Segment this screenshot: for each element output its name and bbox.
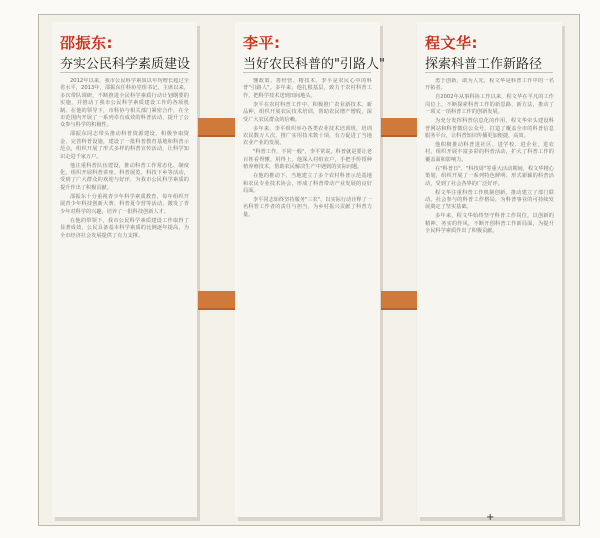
paragraph: 在"科普日"、"科技周"等重大活动期间，程文华精心策划，组织开展了一系列特色鲜明、形式新颖的科普活动，受到了社会各界的广泛好评。 — [425, 165, 554, 187]
author-name: 邵振东: — [60, 34, 113, 52]
author-name: 李平: — [243, 34, 281, 52]
paragraph: 2012年以来，我市公民科学素质以年均增长超过全省水平，2013年，邵振东任科协党组书记，主席以来，多次带队调研，不断推进全民科学素质行动计划纲要的实施，并推动了我市公民科学素质建设工作的各项机制。在他的领导下，市科协与相关部门紧密合作，在全市范围内开展了一系列卓有成效的科普活动，提升了公众参与科学的积极性。 — [60, 78, 189, 129]
crosshair-mark: + — [486, 512, 495, 523]
paragraph: 李平同志始终坚持服务"三农"，以实际行动诠释了一名科普工作者的责任与担当，为乡村振兴贡献了科普力量。 — [243, 197, 372, 218]
connector-tab — [198, 291, 235, 308]
paragraph: 自2002年从事科协工作以来，程文华在平凡的工作岗位上，不断探索科普工作的新思路、新方法，推动了一项又一项科普工作的创新发展。 — [425, 94, 554, 116]
paragraph: 他注重科普队伍建设，推动科普工作常态化、制度化，组织开展科普讲座、科普展览、科技下乡等活动，受到了广大群众的欢迎与好评，为我市公民科学素质的提升作出了积极贡献。 — [60, 162, 189, 191]
paragraph: 懂政策、善经营、精技术，李平是农民心中的科普"引路人"。多年来，他扎根基层，致力于农村科普工作，把科学技术送到田间地头。 — [243, 78, 372, 99]
paragraph: 邵振东同志带头推动科普资源建设，积极争取资金，完善科普设施，建设了一批科普教育基地和科普示范点，组织开展了形式多样的科普宣传活动，让科学知识走进千家万户。 — [60, 131, 189, 160]
article-title: 探索科普工作新路径 — [425, 57, 543, 72]
paragraph: "科普工作，不同一般"，李平常说，科普就是要让老百姓看得懂、用得上。他深入村组农户，手把手传授种植养殖技术，帮助农民解决生产中遇到的实际问题。 — [243, 149, 372, 171]
connector-tab-shade — [198, 308, 235, 310]
paragraph: 李平在农村科普工作中，积极推广农业新技术、新品种，组织开展农民技术培训，帮助农民增产增收，深受广大农民群众的信赖。 — [243, 101, 372, 123]
paragraph: 在他的带领下，我市公民科学素质建设工作取得了显著成效，公民具备基本科学素质的比例逐年提高，为全市经济社会发展提供了有力支撑。 — [60, 217, 189, 239]
paragraph: 在他的推动下，当地建立了多个农村科普示范基地和农民专业技术协会，形成了科普带动产业发展的良好局面。 — [243, 173, 372, 195]
title-divider — [243, 72, 371, 73]
connector-tab — [381, 291, 417, 308]
column-3 — [417, 22, 562, 517]
author-name: 程文华: — [425, 34, 478, 52]
connector-tab-shade — [381, 308, 417, 310]
connector-tab-shade — [198, 135, 235, 137]
paragraph: 邵振东十分重视青少年科学素质教育，每年组织开展青少年科技创新大赛、科普夏令营等活动，激发了青少年对科学的兴趣，培养了一批科技创新人才。 — [60, 193, 189, 215]
connector-tab-shade — [381, 135, 417, 137]
paragraph: 多年来，李平组织举办各类农业技术培训班，培训农民数万人次，推广实用技术数十项，有力促进了当地农业产业的发展。 — [243, 125, 372, 147]
article-body — [60, 78, 189, 510]
article-body — [243, 78, 372, 510]
column-2 — [235, 22, 385, 517]
title-divider — [425, 72, 553, 73]
paragraph: 为充分发挥科普信息化的作用，程文华牵头建设科普网站和科普微信公众号，打造了覆盖全市的科普信息服务平台，让科普知识传播更加便捷、高效。 — [425, 118, 554, 140]
title-divider — [60, 72, 188, 73]
paragraph: 他积极推动科普进社区、进学校、进企业、进农村，组织开展丰富多彩的科普活动，扩大了科普工作的覆盖面和影响力。 — [425, 142, 554, 163]
connector-tab — [198, 118, 235, 135]
article-title: 夯实公民科学素质建设 — [60, 57, 191, 72]
column-1 — [52, 22, 197, 517]
connector-tab — [381, 118, 417, 135]
article-body — [425, 78, 554, 510]
article-title: 当好农民科普的"引路人" — [243, 57, 385, 72]
paragraph: 多年来，程文华始终坚守科普工作岗位，以创新的精神、务实的作风，不断开创科普工作新局面，为提升全民科学素质作出了积极贡献。 — [425, 213, 554, 235]
paragraph: 程文华注重科普工作机制创新，推动建立了部门联动、社会参与的科普工作格局，为科普事业的可持续发展奠定了坚实基础。 — [425, 189, 554, 211]
paragraph: 勇于创新，敢为人先，程文华是科普工作中的一名开拓者。 — [425, 78, 554, 92]
